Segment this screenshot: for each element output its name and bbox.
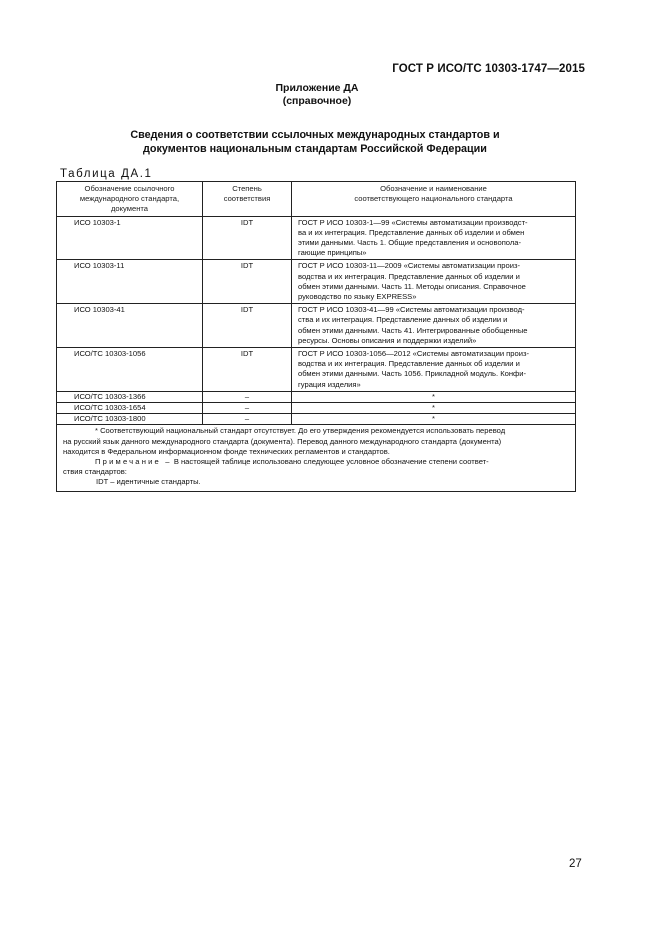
note-line [63,457,571,467]
national-cell: * [292,414,576,425]
annex-subtitle: (справочное) [282,95,352,107]
section-title [0,129,630,156]
header-cell-national [292,182,576,217]
degree-cell: – [203,391,292,402]
footnote-line: на русский язык данного международного стандарта (документа). Перевод данного международного стандарта (документа) [63,436,502,446]
table-notes [57,425,576,491]
national-line: руководство по языку EXPRESS» [298,292,417,302]
reference-cell: ИСО/ТС 10303-1366 [57,391,203,402]
national-line: ГОСТ Р ИСО 10303-41—99 «Системы автоматизации производ- [298,305,525,315]
national-cell [292,348,576,392]
national-line: ГОСТ Р ИСО 10303-1056—2012 «Системы автоматизации произ- [298,349,529,359]
header-cell-degree [203,182,292,217]
reference-cell: ИСО/ТС 10303-1056 [57,348,203,392]
correspondence-table [56,181,576,492]
annex-title: Приложение ДА [275,82,359,94]
header-cell-reference [57,182,203,217]
national-line: обмен этими данными. Часть 11. Методы описания. Справочное [298,281,526,291]
national-line: ресурсы. Основы описания и поддержки изделий» [298,335,477,345]
national-cell: * [292,391,576,402]
national-line: ГОСТ Р ИСО 10303-1—99 «Системы автоматизации производст- [298,217,528,227]
reference-cell: ИСО 10303-11 [57,260,203,304]
note-text: В настоящей таблице использовано следующее условное обозначение степени соответ- [173,457,489,467]
reference-cell: ИСО 10303-41 [57,304,203,348]
header-line: соответствия [223,194,271,204]
header-line: международного стандарта, [79,194,180,204]
header-line: документа [110,204,149,214]
note-line: ствия стандартов: [63,467,127,477]
degree-cell: – [203,414,292,425]
table-header-row [57,182,576,217]
national-cell: * [292,403,576,414]
national-line: ства и их интеграция. Представление данных об изделии и [298,315,508,325]
table-caption: Таблица ДА.1 [60,168,153,180]
section-title-line: Сведения о соответствии ссылочных международных стандартов и [130,129,500,141]
footnote-line: * Соответствующий национальный стандарт отсутствует. До его утверждения рекомендуется использовать перевод [95,426,506,436]
header-line: Обозначение и наименование [380,184,487,193]
annex-heading [0,82,634,108]
header-line: соответствующего национального стандарта [354,194,513,204]
degree-cell: – [203,403,292,414]
national-line: водства и их интеграция. Представление данных об изделии и [298,359,520,369]
table-row [57,260,576,304]
national-line: водства и их интеграция. Представление данных об изделии и [298,271,520,281]
reference-cell: ИСО/ТС 10303-1800 [57,414,203,425]
note-idt: IDT – идентичные стандарты. [96,477,201,487]
reference-cell: ИСО/ТС 10303-1654 [57,403,203,414]
table-row [57,403,576,414]
national-line: обмен этими данными. Часть 41. Интегрированные обобщенные [298,325,528,335]
national-cell [292,304,576,348]
degree-cell: IDT [203,260,292,304]
national-line: гающие принципы» [298,248,367,258]
table-row [57,391,576,402]
page-number: 27 [569,858,582,870]
table-row [57,348,576,392]
degree-cell: IDT [203,216,292,260]
header-line: Степень [232,184,262,193]
footnote-line: находится в Федеральном информационном фонде технических регламентов и стандартов. [63,446,390,456]
national-line: ГОСТ Р ИСО 10303-11—2009 «Системы автоматизации произ- [298,261,520,271]
national-line: гурация изделия» [298,379,361,389]
national-cell [292,260,576,304]
table-row [57,216,576,260]
header-line: Обозначение ссылочного [84,184,175,193]
section-title-line: документов национальным стандартам Российской Федерации [143,142,487,155]
national-line: ва и их интеграция. Представление данных об изделии и обмен [298,227,525,237]
note-label: Примечание – [95,457,172,467]
degree-cell: IDT [203,348,292,392]
degree-cell: IDT [203,304,292,348]
table-notes-row [57,425,576,491]
table-row [57,414,576,425]
document-code: ГОСТ Р ИСО/ТС 10303-1747—2015 [392,63,585,75]
national-line: этими данными. Часть 1. Общие представления и основопола- [298,238,522,248]
national-cell [292,216,576,260]
reference-cell: ИСО 10303-1 [57,216,203,260]
national-line: обмен этими данными. Часть 1056. Прикладной модуль. Конфи- [298,369,527,379]
table-row [57,304,576,348]
